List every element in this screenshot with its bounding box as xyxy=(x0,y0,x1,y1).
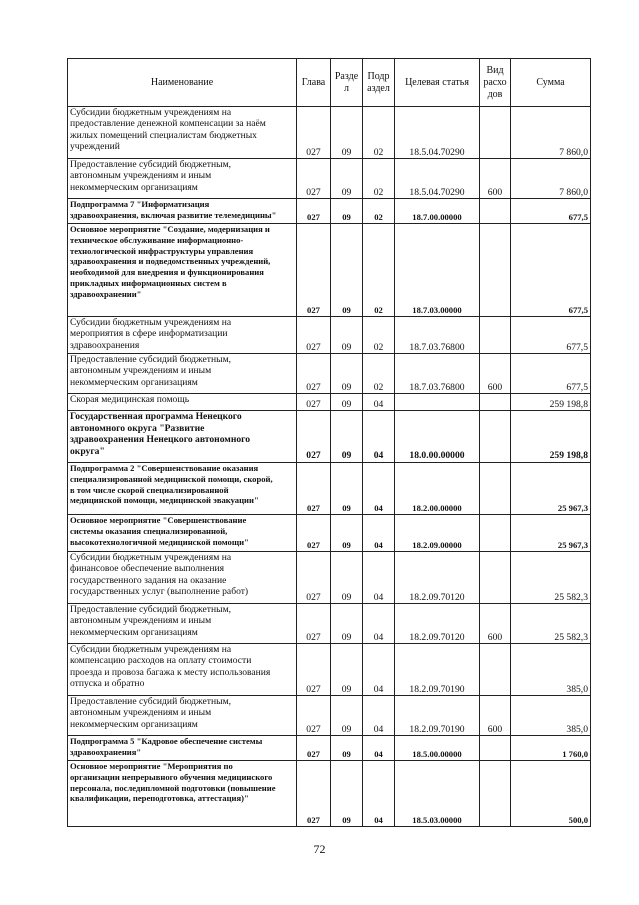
row-expense-type-cell: 600 xyxy=(480,354,511,394)
table-row xyxy=(68,604,591,644)
row-section-cell: 09 xyxy=(331,604,363,644)
row-expense-type-cell xyxy=(480,107,511,159)
table-row xyxy=(68,736,591,761)
table-row xyxy=(68,159,591,199)
table-row xyxy=(68,552,591,604)
row-name-cell: Основное мероприятие "Мероприятия по организации непрерывного обучения медицинского персонала, последипломной подготовки (повышение квалификации, переподготовка, аттестация)" xyxy=(68,761,297,827)
row-target-article-cell: 18.5.04.70290 xyxy=(395,159,480,199)
row-chapter-cell: 027 xyxy=(297,515,331,552)
row-subsection-cell: 02 xyxy=(363,107,395,159)
row-expense-type-cell xyxy=(480,224,511,317)
row-amount-cell: 259 198,8 xyxy=(511,411,591,463)
row-subsection-cell: 04 xyxy=(363,604,395,644)
row-expense-type-cell: 600 xyxy=(480,159,511,199)
row-amount-cell: 677,5 xyxy=(511,199,591,224)
row-target-article-cell: 18.7.03.76800 xyxy=(395,354,480,394)
row-target-article-cell: 18.7.03.00000 xyxy=(395,224,480,317)
row-expense-type-cell xyxy=(480,644,511,696)
header-section: Разде л xyxy=(331,59,363,107)
row-chapter-cell: 027 xyxy=(297,463,331,515)
row-subsection-cell: 04 xyxy=(363,515,395,552)
table-row xyxy=(68,411,591,463)
row-target-article-cell: 18.7.00.00000 xyxy=(395,199,480,224)
row-name-cell: Предоставление субсидий бюджетным, автономным учреждениям и иным некоммерческим организациям xyxy=(68,696,297,736)
row-expense-type-cell: 600 xyxy=(480,696,511,736)
row-amount-cell: 25 582,3 xyxy=(511,604,591,644)
row-section-cell: 09 xyxy=(331,107,363,159)
row-chapter-cell: 027 xyxy=(297,604,331,644)
row-section-cell: 09 xyxy=(331,736,363,761)
header-target-article: Целевая статья xyxy=(395,59,480,107)
table-row xyxy=(68,354,591,394)
row-amount-cell: 677,5 xyxy=(511,317,591,354)
row-subsection-cell: 04 xyxy=(363,463,395,515)
header-name: Наименование xyxy=(68,59,297,107)
row-chapter-cell: 027 xyxy=(297,199,331,224)
row-expense-type-cell xyxy=(480,199,511,224)
row-name-cell: Субсидии бюджетным учреждениям на предоставление денежной компенсации за наём жилых помещений специалистам бюджетных учреждений xyxy=(68,107,297,159)
row-amount-cell: 385,0 xyxy=(511,696,591,736)
row-subsection-cell: 04 xyxy=(363,644,395,696)
row-name-cell: Предоставление субсидий бюджетным, автономным учреждениям и иным некоммерческим организациям xyxy=(68,604,297,644)
row-expense-type-cell xyxy=(480,761,511,827)
table-row xyxy=(68,463,591,515)
row-chapter-cell: 027 xyxy=(297,411,331,463)
row-target-article-cell: 18.5.03.00000 xyxy=(395,761,480,827)
row-name-cell: Субсидии бюджетным учреждениям на финансовое обеспечение выполнения государственного задания на оказание государственных услуг (выполнение работ) xyxy=(68,552,297,604)
row-name-cell: Субсидии бюджетным учреждениям на компенсацию расходов на оплату стоимости проезда и провоза багажа к месту использования отпуска и обратно xyxy=(68,644,297,696)
row-section-cell: 09 xyxy=(331,199,363,224)
row-target-article-cell: 18.0.00.00000 xyxy=(395,411,480,463)
row-amount-cell: 385,0 xyxy=(511,644,591,696)
row-amount-cell: 677,5 xyxy=(511,224,591,317)
row-section-cell: 09 xyxy=(331,644,363,696)
row-target-article-cell: 18.2.09.70120 xyxy=(395,552,480,604)
header-expense-type: Вид расхо дов xyxy=(480,59,511,107)
row-section-cell: 09 xyxy=(331,224,363,317)
row-name-cell: Подпрограмма 2 "Совершенствование оказания специализированной медицинской помощи, скорой, в том числе скорой специализированной медицинской помощи, медицинской эвакуации" xyxy=(68,463,297,515)
row-amount-cell: 259 198,8 xyxy=(511,394,591,411)
row-section-cell: 09 xyxy=(331,159,363,199)
row-target-article-cell: 18.5.00.00000 xyxy=(395,736,480,761)
row-subsection-cell: 04 xyxy=(363,552,395,604)
row-amount-cell: 25 967,3 xyxy=(511,463,591,515)
table-row xyxy=(68,199,591,224)
row-target-article-cell: 18.2.09.00000 xyxy=(395,515,480,552)
table-row xyxy=(68,696,591,736)
row-chapter-cell: 027 xyxy=(297,736,331,761)
table-row xyxy=(68,761,591,827)
row-section-cell: 09 xyxy=(331,515,363,552)
row-subsection-cell: 04 xyxy=(363,696,395,736)
row-subsection-cell: 02 xyxy=(363,224,395,317)
row-amount-cell: 25 967,3 xyxy=(511,515,591,552)
row-expense-type-cell xyxy=(480,411,511,463)
row-chapter-cell: 027 xyxy=(297,696,331,736)
row-section-cell: 09 xyxy=(331,552,363,604)
row-target-article-cell: 18.5.04.70290 xyxy=(395,107,480,159)
table-row xyxy=(68,515,591,552)
row-section-cell: 09 xyxy=(331,696,363,736)
row-name-cell: Основное мероприятие "Совершенствование системы оказания специализированной, высокотехнологичной медицинской помощи" xyxy=(68,515,297,552)
row-chapter-cell: 027 xyxy=(297,159,331,199)
row-target-article-cell xyxy=(395,394,480,411)
row-target-article-cell: 18.2.09.70190 xyxy=(395,644,480,696)
row-amount-cell: 7 860,0 xyxy=(511,107,591,159)
row-name-cell: Скорая медицинская помощь xyxy=(68,394,297,411)
row-target-article-cell: 18.2.09.70190 xyxy=(395,696,480,736)
header-subsection: Подр аздел xyxy=(363,59,395,107)
row-name-cell: Государственная программа Ненецкого автономного округа "Развитие здравоохранения Ненецкого автономного округа" xyxy=(68,411,297,463)
row-target-article-cell: 18.2.09.70120 xyxy=(395,604,480,644)
row-chapter-cell: 027 xyxy=(297,552,331,604)
row-expense-type-cell xyxy=(480,463,511,515)
row-expense-type-cell xyxy=(480,394,511,411)
row-subsection-cell: 04 xyxy=(363,411,395,463)
table-row xyxy=(68,644,591,696)
table-header-row xyxy=(68,59,591,107)
header-chapter: Глава xyxy=(297,59,331,107)
row-section-cell: 09 xyxy=(331,317,363,354)
row-name-cell: Основное мероприятие "Создание, модернизация и техническое обслуживание информационно- технологической инфраструктуры управления здравоохранения и подведомственных учреждений, необходимой для внедрения и функционирования прикладных информационных систем в здравоохранении" xyxy=(68,224,297,317)
row-chapter-cell: 027 xyxy=(297,107,331,159)
row-section-cell: 09 xyxy=(331,394,363,411)
row-section-cell: 09 xyxy=(331,761,363,827)
row-target-article-cell: 18.7.03.76800 xyxy=(395,317,480,354)
row-expense-type-cell xyxy=(480,736,511,761)
row-expense-type-cell xyxy=(480,552,511,604)
row-chapter-cell: 027 xyxy=(297,761,331,827)
row-section-cell: 09 xyxy=(331,354,363,394)
row-chapter-cell: 027 xyxy=(297,354,331,394)
row-subsection-cell: 02 xyxy=(363,354,395,394)
row-chapter-cell: 027 xyxy=(297,224,331,317)
row-subsection-cell: 04 xyxy=(363,736,395,761)
table-row xyxy=(68,224,591,317)
row-name-cell: Предоставление субсидий бюджетным, автономным учреждениям и иным некоммерческим организациям xyxy=(68,159,297,199)
row-name-cell: Подпрограмма 5 "Кадровое обеспечение системы здравоохранения" xyxy=(68,736,297,761)
row-amount-cell: 677,5 xyxy=(511,354,591,394)
row-subsection-cell: 02 xyxy=(363,199,395,224)
table-row xyxy=(68,317,591,354)
row-name-cell: Предоставление субсидий бюджетным, автономным учреждениям и иным некоммерческим организациям xyxy=(68,354,297,394)
row-subsection-cell: 04 xyxy=(363,761,395,827)
table-row xyxy=(68,107,591,159)
table-row xyxy=(68,394,591,411)
row-chapter-cell: 027 xyxy=(297,394,331,411)
row-section-cell: 09 xyxy=(331,463,363,515)
row-expense-type-cell xyxy=(480,317,511,354)
row-target-article-cell: 18.2.00.00000 xyxy=(395,463,480,515)
row-chapter-cell: 027 xyxy=(297,317,331,354)
row-chapter-cell: 027 xyxy=(297,644,331,696)
row-amount-cell: 7 860,0 xyxy=(511,159,591,199)
row-subsection-cell: 02 xyxy=(363,317,395,354)
row-section-cell: 09 xyxy=(331,411,363,463)
row-amount-cell: 1 760,0 xyxy=(511,736,591,761)
budget-table xyxy=(67,58,591,827)
row-amount-cell: 25 582,3 xyxy=(511,552,591,604)
row-name-cell: Подпрограмма 7 "Информатизация здравоохранения, включая развитие телемедицины" xyxy=(68,199,297,224)
row-expense-type-cell xyxy=(480,515,511,552)
header-amount: Сумма xyxy=(511,59,591,107)
page-number: 72 xyxy=(313,842,326,856)
row-expense-type-cell: 600 xyxy=(480,604,511,644)
row-subsection-cell: 04 xyxy=(363,394,395,411)
row-amount-cell: 500,0 xyxy=(511,761,591,827)
row-name-cell: Субсидии бюджетным учреждениям на мероприятия в сфере информатизации здравоохранения xyxy=(68,317,297,354)
row-subsection-cell: 02 xyxy=(363,159,395,199)
